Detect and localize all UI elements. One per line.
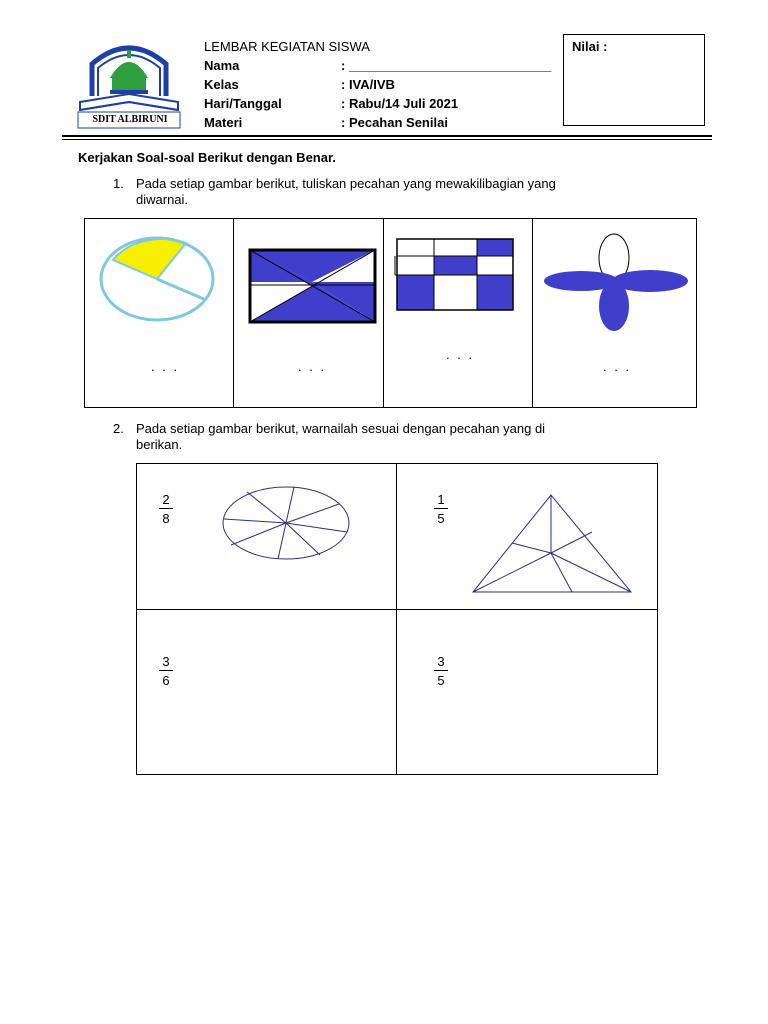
- fraction-numerator: 2: [162, 492, 170, 507]
- fraction-denominator: 6: [162, 673, 170, 688]
- grid-diagram: [384, 229, 533, 339]
- q2-horizontal-divider: [137, 609, 657, 610]
- q2-number: 2.: [113, 421, 124, 436]
- circle-diagram: [85, 229, 234, 339]
- q1-text-line2: diwarnai.: [136, 192, 189, 207]
- fraction-bar: [159, 508, 173, 509]
- fraction-3-5: [434, 654, 448, 688]
- score-label: Nilai :: [572, 39, 608, 54]
- fraction-numerator: 3: [437, 654, 445, 669]
- school-name: SDIT ALBIRUNI: [92, 114, 168, 125]
- field-value-tanggal: : Rabu/14 Juli 2021: [341, 96, 459, 111]
- field-value-materi: : Pecahan Senilai: [341, 115, 448, 130]
- instruction-title: Kerjakan Soal-soal Berikut dengan Benar.: [78, 150, 336, 165]
- fraction-denominator: 8: [162, 511, 170, 526]
- oval-diagram[interactable]: [219, 479, 359, 569]
- fraction-bar: [434, 508, 448, 509]
- q1-text-line1: Pada setiap gambar berikut, tuliskan pecahan yang mewakilibagian yang: [136, 176, 556, 191]
- q1-answer-2[interactable]: . . .: [298, 359, 327, 374]
- field-label-kelas: Kelas: [204, 77, 239, 92]
- q2-text-line1: Pada setiap gambar berikut, warnailah sesuai dengan pecahan yang di: [136, 421, 546, 436]
- fraction-bar: [159, 670, 173, 671]
- field-label-materi: Materi: [204, 115, 243, 130]
- field-value-nama: : ____________________________: [341, 58, 552, 73]
- score-box: [563, 34, 705, 126]
- q1-number: 1.: [113, 176, 124, 191]
- field-label-tanggal: Hari/Tanggal: [204, 96, 282, 111]
- q2-vertical-divider: [396, 464, 397, 774]
- q2-text-line2: berikan.: [136, 437, 183, 452]
- q1-answer-3[interactable]: . . .: [446, 347, 475, 362]
- q1-cell-flower: [533, 219, 698, 407]
- sheet-title: LEMBAR KEGIATAN SISWA: [204, 39, 370, 54]
- q1-answer-1[interactable]: . . .: [151, 359, 180, 374]
- triangle-diagram[interactable]: [467, 489, 637, 599]
- fraction-bar: [434, 670, 448, 671]
- q1-answer-4[interactable]: . . .: [603, 359, 632, 374]
- header-divider: [62, 135, 712, 137]
- rectangle-diagram: [234, 239, 384, 349]
- fraction-3-6: [159, 654, 173, 688]
- q2-figure-table: [136, 463, 658, 775]
- q1-cell-grid: [384, 219, 533, 407]
- field-label-nama: Nama: [204, 58, 240, 73]
- q1-cell-circle: [85, 219, 234, 407]
- field-value-kelas: : IVA/IVB: [341, 77, 395, 92]
- fraction-denominator: 5: [437, 511, 445, 526]
- fraction-numerator: 3: [162, 654, 170, 669]
- fraction-1-5: [434, 492, 448, 526]
- school-logo: [74, 36, 184, 132]
- flower-diagram: [533, 229, 698, 339]
- q1-cell-rectangle: [234, 219, 384, 407]
- header-divider-thin: [62, 139, 712, 140]
- fraction-2-8: [159, 492, 173, 526]
- q1-figure-table: [84, 218, 697, 408]
- fraction-denominator: 5: [437, 673, 445, 688]
- fraction-numerator: 1: [437, 492, 445, 507]
